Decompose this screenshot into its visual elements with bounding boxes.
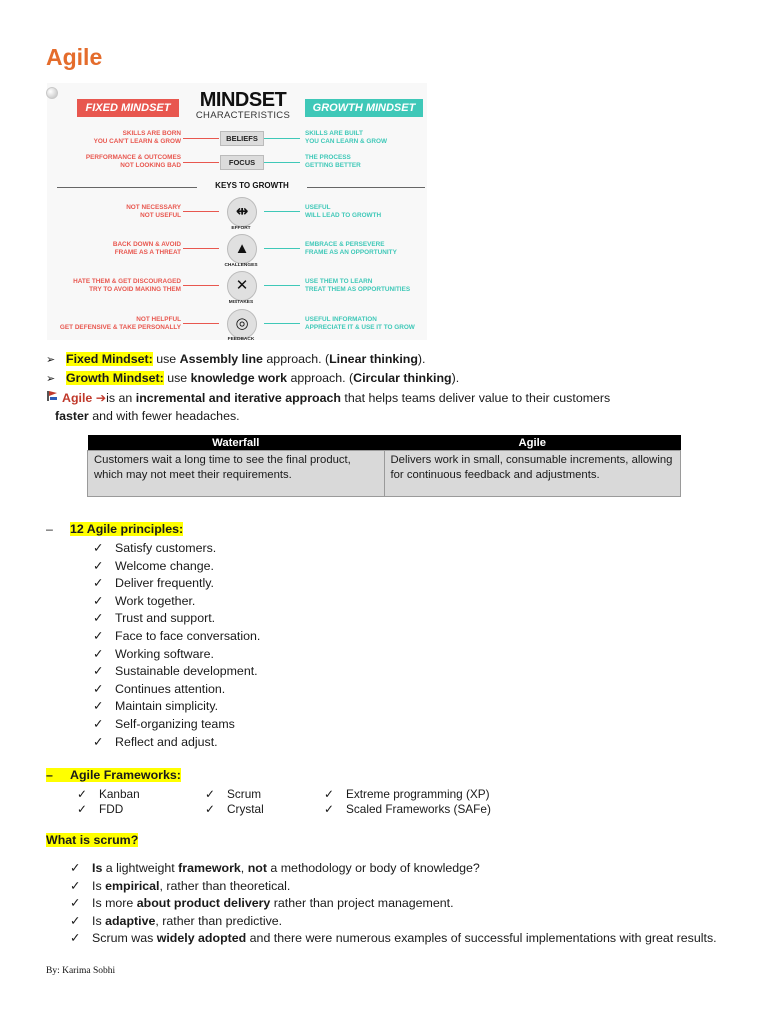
author-footer: By: Karima Sobhi: [46, 966, 116, 976]
waterfall-agile-table: [87, 435, 681, 497]
challenges-growth-text: EMBRACE & PERSEVERE FRAME AS AN OPPORTUNITY: [305, 241, 397, 256]
dash-bullet: –: [46, 768, 70, 782]
check-icon: ✓: [93, 576, 104, 591]
beliefs-pill: BELIEFS: [220, 131, 264, 146]
check-icon: ✓: [93, 664, 104, 679]
list-item: ✓ Continues attention.: [93, 681, 260, 699]
dash-bullet: –: [46, 522, 53, 536]
frameworks-heading: Agile Frameworks:: [70, 768, 181, 782]
check-icon: ✓: [70, 931, 81, 946]
frameworks-column-2: [205, 787, 264, 816]
check-icon: ✓: [324, 787, 334, 801]
speech-bubble-icon: ◎: [227, 309, 257, 339]
focus-pill: FOCUS: [220, 155, 264, 170]
connector-line: [183, 138, 219, 139]
mountain-icon: ▲: [227, 234, 257, 264]
check-icon: ✓: [93, 716, 104, 731]
effort-icon: ⇹: [227, 197, 257, 227]
focus-growth-text: THE PROCESS GETTING BETTER: [305, 154, 361, 169]
list-item: ✓ Face to face conversation.: [93, 628, 260, 646]
feedback-growth-text: USEFUL INFORMATION APPRECIATE IT & USE IT TO GROW: [305, 316, 415, 331]
list-item: ✓ Extreme programming (XP): [324, 787, 490, 801]
frameworks-heading-line: [46, 768, 181, 782]
check-icon: ✓: [93, 699, 104, 714]
table-header-agile: Agile: [384, 435, 681, 451]
connector-line: [264, 285, 300, 286]
focus-fixed-text: PERFORMANCE & OUTCOMES NOT LOOKING BAD: [85, 154, 181, 169]
list-item: ✓ Satisfy customers.: [93, 540, 260, 558]
red-arrow-icon: ➔: [95, 391, 107, 405]
check-icon: ✓: [93, 628, 104, 643]
list-item: ✓ Kanban: [77, 787, 140, 801]
page-title: Agile: [46, 44, 103, 70]
effort-fixed-text: NOT NECESSARY NOT USEFUL: [126, 204, 181, 219]
bullet-circle-icon: [46, 87, 58, 99]
connector-line: [264, 138, 300, 139]
effort-growth-text: USEFUL WILL LEAD TO GROWTH: [305, 204, 382, 219]
principles-list: [93, 540, 260, 751]
mistakes-fixed-text: HATE THEM & GET DISCOURAGED TRY TO AVOID MAKING THEM: [73, 278, 181, 293]
check-icon: ✓: [77, 801, 87, 816]
fixed-mindset-line: ➢ Fixed Mindset: use Assembly line approach. (Linear thinking).: [46, 352, 426, 366]
scrum-heading: What is scrum?: [46, 833, 139, 847]
list-item: ✓ FDD: [77, 801, 124, 816]
mistakes-growth-text: USE THEM TO LEARN TREAT THEM AS OPPORTUNITIES: [305, 278, 411, 293]
arrow-bullet-icon: ➢: [46, 354, 56, 366]
connector-line: [183, 211, 219, 212]
scrum-heading-line: [46, 833, 138, 847]
frameworks-column-1: [77, 787, 140, 816]
effort-caption: EFFORT: [231, 226, 251, 231]
list-item: ✓ Maintain simplicity.: [93, 698, 260, 716]
agile-definition: Agile ➔is an incremental and iterative approach that helps teams deliver value to their customers faster and with fewer headaches.: [46, 390, 696, 425]
connector-line: [183, 323, 219, 324]
list-item: ✓ Is empirical, rather than theoretical.: [70, 878, 720, 896]
table-cell-agile: Delivers work in small, consumable increments, allowing for continuous feedback and adjustments.: [384, 451, 681, 497]
divider-line: [57, 187, 197, 188]
check-icon: ✓: [70, 896, 81, 911]
check-icon: ✓: [93, 558, 104, 573]
feedback-fixed-text: NOT HELPFUL GET DEFENSIVE & TAKE PERSONALLY: [59, 316, 181, 331]
arrow-bullet-icon: ➢: [46, 373, 56, 385]
connector-line: [264, 323, 300, 324]
list-item: ✓ Scrum was widely adopted and there were numerous examples of successful implementations with great results.: [70, 930, 720, 948]
principles-heading-line: [46, 522, 183, 536]
list-item: ✓ Working software.: [93, 646, 260, 664]
check-icon: ✓: [93, 611, 104, 626]
list-item: ✓ Welcome change.: [93, 558, 260, 576]
challenges-caption: CHALLENGES: [224, 263, 258, 268]
list-item: ✓ Is more about product delivery rather than project management.: [70, 895, 720, 913]
growth-mindset-header: GROWTH MINDSET: [305, 99, 423, 117]
connector-line: [264, 248, 300, 249]
mindset-infographic: [47, 83, 427, 340]
mindset-heading: MINDSET: [199, 89, 287, 111]
connector-line: [183, 162, 219, 163]
beliefs-growth-text: SKILLS ARE BUILT YOU CAN LEARN & GROW: [305, 130, 388, 145]
keys-to-growth-label: KEYS TO GROWTH: [197, 181, 307, 190]
check-icon: ✓: [70, 861, 81, 875]
list-item: ✓ Scrum: [205, 787, 262, 801]
list-item: ✓ Is adaptive, rather than predictive.: [70, 913, 720, 931]
table-header-waterfall: Waterfall: [88, 435, 385, 451]
list-item: ✓ Sustainable development.: [93, 663, 260, 681]
list-item: ✓ Deliver frequently.: [93, 575, 260, 593]
check-icon: ✓: [93, 541, 104, 555]
check-icon: ✓: [93, 593, 104, 608]
connector-line: [264, 162, 300, 163]
feedback-caption: FEEDBACK: [227, 337, 255, 342]
keys-to-growth-divider: [57, 181, 425, 193]
list-item: ✓ Scaled Frameworks (SAFe): [324, 801, 491, 816]
check-icon: ✓: [205, 801, 215, 816]
check-icon: ✓: [70, 878, 81, 893]
list-item: ✓ Self-organizing teams: [93, 716, 260, 734]
list-item: ✓ Reflect and adjust.: [93, 734, 260, 752]
principles-heading: 12 Agile principles:: [70, 522, 184, 536]
check-icon: ✓: [77, 787, 87, 801]
characteristics-heading: CHARACTERISTICS: [195, 110, 291, 121]
growth-mindset-line: ➢ Growth Mindset: use knowledge work approach. (Circular thinking).: [46, 371, 460, 385]
x-mark-icon: ✕: [227, 271, 257, 301]
check-icon: ✓: [93, 646, 104, 661]
list-item: ✓ Crystal: [205, 801, 264, 816]
list-item: ✓ Work together.: [93, 593, 260, 611]
mistakes-caption: MISTAKES: [228, 300, 254, 305]
check-icon: ✓: [93, 681, 104, 696]
beliefs-fixed-text: SKILLS ARE BORN YOU CAN'T LEARN & GROW: [93, 130, 181, 145]
challenges-fixed-text: BACK DOWN & AVOID FRAME AS A THREAT: [112, 241, 181, 256]
connector-line: [183, 248, 219, 249]
divider-line: [307, 187, 425, 188]
check-icon: ✓: [93, 734, 104, 749]
flag-bullet-icon: [46, 390, 62, 408]
table-cell-waterfall: Customers wait a long time to see the final product, which may not meet their requirements.: [88, 451, 385, 497]
frameworks-column-3: [324, 787, 491, 816]
connector-line: [264, 211, 300, 212]
check-icon: ✓: [205, 787, 215, 801]
list-item: ✓ Trust and support.: [93, 610, 260, 628]
list-item: ✓ Is a lightweight framework, not a methodology or body of knowledge?: [70, 860, 720, 878]
check-icon: ✓: [324, 801, 334, 816]
fixed-mindset-header: FIXED MINDSET: [77, 99, 179, 117]
check-icon: ✓: [70, 913, 81, 928]
scrum-list: [70, 860, 720, 948]
connector-line: [183, 285, 219, 286]
